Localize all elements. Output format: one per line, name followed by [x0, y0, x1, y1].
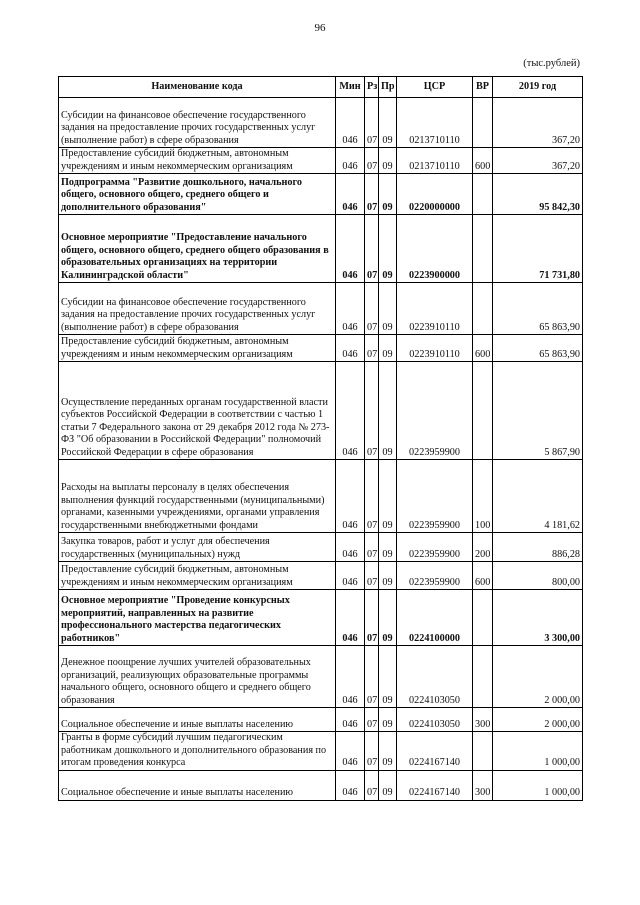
table-row	[59, 148, 583, 174]
cell-csr: 0220000000	[397, 174, 473, 215]
cell-sum: 65 863,90	[493, 335, 583, 362]
cell-name: Предоставление субсидий бюджетным, автономным учреждениям и иным некоммерческим организациям	[59, 335, 336, 362]
cell-min: 046	[336, 283, 365, 335]
cell-name: Осуществление переданных органам государственной власти субъектов Российской Федерации в соответствии с частью 1 статьи 7 Федерального закона от 29 декабря 2012 года № 273-ФЗ "Об образовании в Российской Федерации" полномочий Российской Федерации в сфере образования	[59, 362, 336, 460]
cell-csr: 0223959900	[397, 562, 473, 590]
table-row	[59, 770, 583, 800]
cell-sum: 71 731,80	[493, 215, 583, 283]
cell-min: 046	[336, 646, 365, 708]
table-row	[59, 646, 583, 708]
cell-rz: 07	[365, 215, 379, 283]
cell-vr: 100	[473, 460, 493, 533]
cell-min: 046	[336, 174, 365, 215]
header-csr: ЦСР	[397, 77, 473, 98]
cell-pr: 09	[379, 562, 397, 590]
cell-rz: 07	[365, 562, 379, 590]
cell-pr: 09	[379, 283, 397, 335]
cell-csr: 0224167140	[397, 732, 473, 771]
cell-csr: 0223900000	[397, 215, 473, 283]
cell-csr: 0224100000	[397, 590, 473, 646]
cell-rz: 07	[365, 335, 379, 362]
cell-name: Субсидии на финансовое обеспечение государственного задания на предоставление прочих государственных услуг (выполнение работ) в сфере образования	[59, 98, 336, 148]
cell-name: Социальное обеспечение и иные выплаты населению	[59, 708, 336, 732]
cell-rz: 07	[365, 148, 379, 174]
cell-name: Основное мероприятие "Проведение конкурсных мероприятий, направленных на развитие профессионального мастерства педагогических работников"	[59, 590, 336, 646]
cell-csr: 0223959900	[397, 460, 473, 533]
cell-vr: 300	[473, 708, 493, 732]
cell-sum: 367,20	[493, 98, 583, 148]
cell-pr: 09	[379, 590, 397, 646]
header-year: 2019 год	[493, 77, 583, 98]
page-number: 96	[314, 22, 326, 34]
cell-pr: 09	[379, 460, 397, 533]
cell-min: 046	[336, 708, 365, 732]
cell-vr: 600	[473, 148, 493, 174]
table-row	[59, 460, 583, 533]
cell-csr: 0223959900	[397, 362, 473, 460]
cell-sum: 800,00	[493, 562, 583, 590]
cell-min: 046	[336, 335, 365, 362]
cell-name: Социальное обеспечение и иные выплаты населению	[59, 770, 336, 800]
cell-vr	[473, 98, 493, 148]
cell-sum: 2 000,00	[493, 708, 583, 732]
cell-pr: 09	[379, 98, 397, 148]
header-rz: Рз	[365, 77, 379, 98]
cell-rz: 07	[365, 590, 379, 646]
cell-min: 046	[336, 98, 365, 148]
cell-min: 046	[336, 362, 365, 460]
cell-rz: 07	[365, 533, 379, 562]
cell-rz: 07	[365, 460, 379, 533]
cell-vr: 300	[473, 770, 493, 800]
cell-sum: 4 181,62	[493, 460, 583, 533]
table-row	[59, 562, 583, 590]
cell-rz: 07	[365, 770, 379, 800]
cell-min: 046	[336, 732, 365, 771]
cell-pr: 09	[379, 335, 397, 362]
cell-csr: 0213710110	[397, 148, 473, 174]
cell-name: Расходы на выплаты персоналу в целях обеспечения выполнения функций государственными (муниципальными) органами, казенными учреждениями, органами управления государственными внебюджетными фондами	[59, 460, 336, 533]
table-row	[59, 215, 583, 283]
cell-vr: 200	[473, 533, 493, 562]
cell-pr: 09	[379, 148, 397, 174]
table-row	[59, 732, 583, 771]
cell-vr	[473, 732, 493, 771]
cell-min: 046	[336, 148, 365, 174]
cell-min: 046	[336, 460, 365, 533]
cell-rz: 07	[365, 732, 379, 771]
cell-min: 046	[336, 215, 365, 283]
cell-name: Гранты в форме субсидий лучшим педагогическим работникам дошкольного и дополнительного образования по итогам проведения конкурса	[59, 732, 336, 771]
cell-name: Предоставление субсидий бюджетным, автономным учреждениям и иным некоммерческим организациям	[59, 562, 336, 590]
cell-csr: 0223959900	[397, 533, 473, 562]
table-row	[59, 362, 583, 460]
cell-pr: 09	[379, 215, 397, 283]
cell-name: Предоставление субсидий бюджетным, автономным учреждениям и иным некоммерческим организациям	[59, 148, 336, 174]
cell-sum: 2 000,00	[493, 646, 583, 708]
cell-pr: 09	[379, 770, 397, 800]
cell-rz: 07	[365, 98, 379, 148]
cell-rz: 07	[365, 362, 379, 460]
table-row	[59, 283, 583, 335]
cell-sum: 95 842,30	[493, 174, 583, 215]
cell-rz: 07	[365, 646, 379, 708]
cell-min: 046	[336, 562, 365, 590]
cell-sum: 886,28	[493, 533, 583, 562]
cell-pr: 09	[379, 533, 397, 562]
cell-name: Основное мероприятие "Предоставление начального общего, основного общего, среднего общего образования в образовательных организациях на территории Калининградской области"	[59, 215, 336, 283]
table-row	[59, 335, 583, 362]
header-min: Мин	[336, 77, 365, 98]
cell-name: Закупка товаров, работ и услуг для обеспечения государственных (муниципальных) нужд	[59, 533, 336, 562]
cell-pr: 09	[379, 362, 397, 460]
table-header-row	[59, 77, 583, 98]
table-row	[59, 533, 583, 562]
cell-vr	[473, 174, 493, 215]
cell-vr	[473, 215, 493, 283]
cell-rz: 07	[365, 174, 379, 215]
cell-vr	[473, 362, 493, 460]
cell-csr: 0223910110	[397, 283, 473, 335]
cell-sum: 367,20	[493, 148, 583, 174]
table-row	[59, 590, 583, 646]
cell-csr: 0223910110	[397, 335, 473, 362]
cell-min: 046	[336, 533, 365, 562]
cell-rz: 07	[365, 708, 379, 732]
cell-rz: 07	[365, 283, 379, 335]
cell-name: Денежное поощрение лучших учителей образовательных организаций, реализующих образовательные программы начального общего, основного общего и среднего общего образования	[59, 646, 336, 708]
cell-sum: 1 000,00	[493, 732, 583, 771]
cell-vr: 600	[473, 562, 493, 590]
header-vr: ВР	[473, 77, 493, 98]
cell-sum: 3 300,00	[493, 590, 583, 646]
table-row	[59, 708, 583, 732]
header-name: Наименование кода	[59, 77, 336, 98]
units-label: (тыс.рублей)	[523, 58, 580, 69]
cell-min: 046	[336, 590, 365, 646]
table-row	[59, 98, 583, 148]
cell-pr: 09	[379, 646, 397, 708]
cell-vr	[473, 590, 493, 646]
budget-table	[58, 76, 583, 801]
cell-sum: 65 863,90	[493, 283, 583, 335]
cell-name: Подпрограмма "Развитие дошкольного, начального общего, основного общего, среднего общего и дополнительного образования"	[59, 174, 336, 215]
cell-vr	[473, 283, 493, 335]
cell-pr: 09	[379, 732, 397, 771]
cell-name: Субсидии на финансовое обеспечение государственного задания на предоставление прочих государственных услуг (выполнение работ) в сфере образования	[59, 283, 336, 335]
cell-sum: 5 867,90	[493, 362, 583, 460]
cell-csr: 0224103050	[397, 708, 473, 732]
cell-csr: 0213710110	[397, 98, 473, 148]
cell-pr: 09	[379, 708, 397, 732]
cell-vr: 600	[473, 335, 493, 362]
cell-pr: 09	[379, 174, 397, 215]
cell-csr: 0224167140	[397, 770, 473, 800]
cell-vr	[473, 646, 493, 708]
header-pr: Пр	[379, 77, 397, 98]
table-row	[59, 174, 583, 215]
cell-min: 046	[336, 770, 365, 800]
cell-sum: 1 000,00	[493, 770, 583, 800]
cell-csr: 0224103050	[397, 646, 473, 708]
